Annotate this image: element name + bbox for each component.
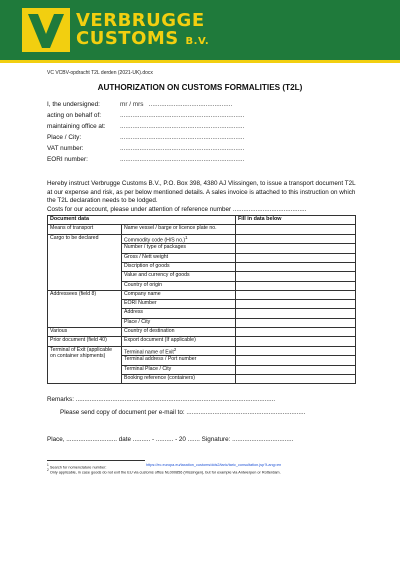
table-fill-cell[interactable] xyxy=(236,365,356,374)
field-vat-number xyxy=(47,145,245,152)
header-banner xyxy=(0,0,400,60)
footnote-text: Search for nomenclature number: xyxy=(49,465,107,470)
table-row xyxy=(48,234,356,244)
field-acting-on-behalf xyxy=(47,112,245,119)
table-item-cell: Name vessel / barge or licence plate no. xyxy=(122,225,236,234)
place-date-signature-line[interactable]: Place, ............................. date .......... - .......... - 20 ....... Signature: ................................... xyxy=(47,436,294,443)
field-label: maintaining office at: xyxy=(47,123,106,130)
field-input[interactable] xyxy=(120,101,232,108)
table-header-document-data: Document data xyxy=(48,216,236,225)
field-input[interactable]: ...................................................................... xyxy=(120,134,245,141)
field-label: acting on behalf of: xyxy=(47,112,102,119)
table-item-cell: Address xyxy=(122,309,236,318)
table-fill-cell[interactable] xyxy=(236,309,356,318)
footnote-2 xyxy=(47,468,281,474)
table-item-cell: Country of destination xyxy=(122,328,236,337)
table-row xyxy=(48,346,356,356)
table-item-cell: Country of origin xyxy=(122,281,236,290)
table-item-cell xyxy=(122,346,236,356)
table-item-cell: Gross / Nett weight xyxy=(122,253,236,262)
footnote-text: Only applicable, in case goods do not exit the EU via customs office NL000856 (Vlissingen), but for example via Antwerpen or Rotterdam. xyxy=(49,470,281,475)
field-input[interactable]: ...................................................................... xyxy=(120,156,245,163)
table-group-cell: Various xyxy=(48,328,122,337)
field-label: I, the undersigned: xyxy=(47,101,100,108)
field-input[interactable]: ...................................................................... xyxy=(120,112,245,119)
table-item-cell xyxy=(122,234,236,244)
table-item-cell: Terminal Place / City xyxy=(122,365,236,374)
table-header-row xyxy=(48,216,356,225)
document-data-table xyxy=(47,215,356,384)
brand-suffix: B.V. xyxy=(185,36,210,47)
field-label: VAT number: xyxy=(47,145,84,152)
table-item-text: Commodity code (H/S no.) xyxy=(124,237,186,244)
table-fill-cell[interactable] xyxy=(236,328,356,337)
table-fill-cell[interactable] xyxy=(236,234,356,244)
table-row xyxy=(48,337,356,346)
footnote-number: 1 xyxy=(47,463,49,467)
table-item-cell: Place / City xyxy=(122,318,236,327)
field-place-city xyxy=(47,134,245,141)
send-copy-email-line[interactable]: Please send copy of document per e-mail to: .................................................................... xyxy=(60,409,306,416)
table-item-cell: Discription of goods xyxy=(122,262,236,271)
footnote-marker: 1 xyxy=(185,234,188,240)
table-group-cell: Prior document (field 40) xyxy=(48,337,122,346)
table-row xyxy=(48,328,356,337)
footnote-marker: 2 xyxy=(173,346,177,352)
table-item-cell: Booking reference (containers) xyxy=(122,374,236,383)
table-fill-cell[interactable] xyxy=(236,272,356,281)
field-label: Place / City: xyxy=(47,134,82,141)
table-header-fill-in: Fill in data below xyxy=(236,216,356,225)
costs-reference-line[interactable]: Costs for our account, please under attention of reference number .......................................... xyxy=(47,206,307,213)
field-value: mr / mrs xyxy=(120,101,144,108)
table-item-cell: Number / type of packages xyxy=(122,244,236,253)
table-item-cell: Company name xyxy=(122,290,236,299)
table-group-cell: Means of transport xyxy=(48,225,122,234)
yellow-stripe xyxy=(0,60,400,63)
table-fill-cell[interactable] xyxy=(236,346,356,356)
table-item-cell: Export document (If applicable) xyxy=(122,337,236,346)
brand-name xyxy=(76,12,209,51)
field-label: EORI number: xyxy=(47,156,88,163)
table-group-cell: Cargo to be declared xyxy=(48,234,122,290)
table-item-cell: EORI Number xyxy=(122,300,236,309)
table-group-cell: Terminal of Exit (applicable on container shipments) xyxy=(48,346,122,384)
table-item-cell: Value and currency of goods xyxy=(122,272,236,281)
field-input[interactable]: ...................................................................... xyxy=(120,145,245,152)
instruction-paragraph: Hereby instruct Verbrugge Customs B.V., P.O. Box 398, 4380 AJ Vlissingen, to issue a transport document T2L at our expense and risk, as per below mentioned details. A sales invoice is attached to this instruction on which the T2L declaration needs to be lodged. xyxy=(47,180,356,205)
field-office xyxy=(47,123,245,130)
footnote-number: 2 xyxy=(47,468,49,472)
table-fill-cell[interactable] xyxy=(236,318,356,327)
logo xyxy=(22,8,70,52)
document-reference: VC VCBV-opdracht T2L derden (2021-UK).docx xyxy=(47,70,153,76)
field-input[interactable]: ...................................................................... xyxy=(120,123,245,130)
table-fill-cell[interactable] xyxy=(236,356,356,365)
table-item-cell: Terminal address / Port number xyxy=(122,356,236,365)
table-fill-cell[interactable] xyxy=(236,300,356,309)
table-fill-cell[interactable] xyxy=(236,290,356,299)
page-title: AUTHORIZATION ON CUSTOMS FORMALITIES (T2L) xyxy=(97,83,303,92)
field-undersigned xyxy=(47,101,233,108)
field-eori-number xyxy=(47,156,245,163)
remarks-line[interactable]: Remarks: .................................................................................................................. xyxy=(47,396,276,403)
nomenclature-link[interactable]: https://ec.europa.eu/taxation_customs/dds2/taric/taric_consultation.jsp?Lang=en xyxy=(146,463,282,467)
footnote-divider xyxy=(47,460,145,461)
table-row xyxy=(48,290,356,299)
table-fill-cell[interactable] xyxy=(236,337,356,346)
table-fill-cell[interactable] xyxy=(236,281,356,290)
brand-line-2: CUSTOMS xyxy=(76,28,179,49)
table-fill-cell[interactable] xyxy=(236,262,356,271)
table-item-text: Terminal name of Exit xyxy=(124,349,174,356)
v-logo-icon xyxy=(26,10,66,50)
brand-line-1: VERBRUGGE xyxy=(76,10,205,31)
table-group-cell: Addressees (field 8) xyxy=(48,290,122,327)
field-dots: ............................................... xyxy=(148,101,233,108)
table-row xyxy=(48,225,356,234)
table-fill-cell[interactable] xyxy=(236,225,356,234)
table-fill-cell[interactable] xyxy=(236,374,356,383)
table-fill-cell[interactable] xyxy=(236,244,356,253)
table-fill-cell[interactable] xyxy=(236,253,356,262)
